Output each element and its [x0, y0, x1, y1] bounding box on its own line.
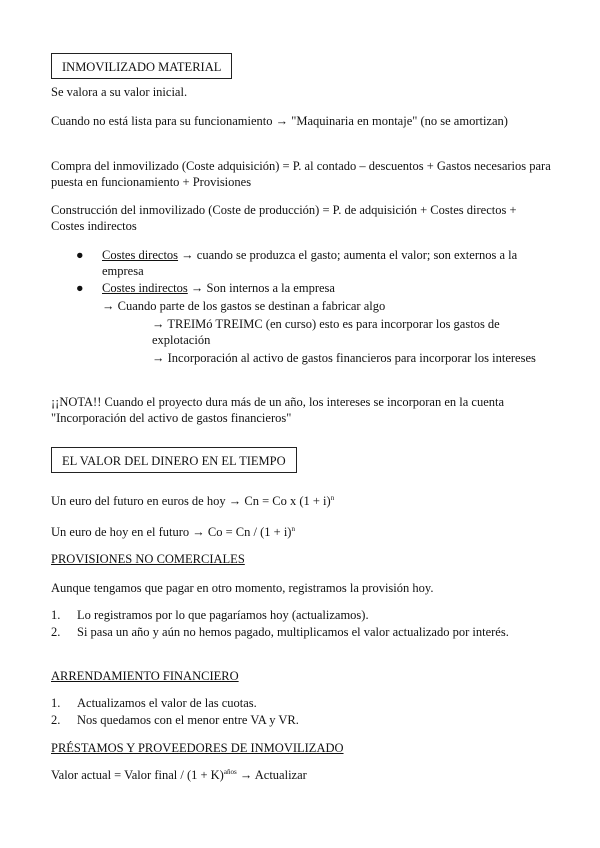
section-title-prestamos: PRÉSTAMOS Y PROVEEDORES DE INMOVILIZADO [51, 741, 344, 755]
sub-item-gastos-financieros: → Incorporación al activo de gastos financieros para incorporar los intereses [152, 351, 536, 365]
section-title-inmovilizado: INMOVILIZADO MATERIAL [51, 53, 232, 79]
section-title-arrendamiento: ARRENDAMIENTO FINANCIERO [51, 669, 239, 683]
sub-item-treim: → TREIMó TREIMC (en curso) esto es para incorporar los gastos de explotación [152, 317, 500, 347]
bullet-text: → Son internos a la empresa [187, 281, 335, 295]
paragraph-compra-inmovilizado: Compra del inmovilizado (Coste adquisición) = P. al contado – descuentos + Gastos necesarios para puesta en funcionamiento + Provisiones [51, 159, 551, 189]
section-title-dinero: EL VALOR DEL DINERO EN EL TIEMPO [51, 447, 297, 473]
section-title-provisiones: PROVISIONES NO COMERCIALES [51, 552, 245, 566]
paragraph-construccion-inmovilizado: Construcción del inmovilizado (Coste de producción) = P. de adquisición + Costes directos + Costes indirectos [51, 203, 517, 233]
sub-item-fabricar: → Cuando parte de los gastos se destinan a fabricar algo [102, 299, 386, 313]
paragraph-nota: ¡¡NOTA!! Cuando el proyecto dura más de un año, los intereses se incorporan en la cuenta "Incorporación del activo de gastos financieros" [51, 395, 505, 425]
term-costes-indirectos: Costes indirectos [102, 281, 188, 295]
formula-valor-actual: Valor actual = Valor final / $(1 + K)^{años}$ → Actualizar [51, 767, 307, 782]
paragraph-maquinaria-montaje: Cuando no está lista para su funcionamiento → "Maquinaria en montaje" (no se amortizan) [51, 114, 508, 128]
bullet-dot: ● [76, 248, 84, 262]
formula-hoy-futuro: Un euro de hoy en el futuro → $Co = Cn / (1 + i)^n$ [51, 524, 295, 539]
exponent: n [330, 493, 335, 502]
bullet-dot: ● [76, 281, 84, 295]
bullet-text: → cuando se produzca el gasto; aumenta el valor; son externos a la empresa [102, 248, 518, 278]
exponent: años [223, 767, 237, 776]
paragraph-provisiones-intro: Aunque tengamos que pagar en otro momento, registramos la provisión hoy. [51, 581, 434, 595]
exponent: n [291, 524, 295, 533]
formula-futuro-hoy: Un euro del futuro en euros de hoy → Cn = Co x $(1 + i)^n$ [51, 493, 335, 508]
paragraph-valor-inicial: Se valora a su valor inicial. [51, 85, 188, 99]
document-page: INMOVILIZADO MATERIAL Se valora a su valor inicial. Cuando no está lista para su funcionamiento → "Maquinaria en montaje" (no se amortizan) Compra del inmovilizado (Coste adquisición) = P. al contado – descuentos + Gastos necesarios para puesta en funcionamiento + Provisiones Construcción del inmovilizado (Coste de producción) = P. de adquisición + Costes directos + Costes indirectos ● Costes directos → cuando se produzca el gasto; aumenta el valor; son externos a la empresa ● Costes indirectos → Son internos a la empresa → Cuando parte de los gastos se destinan a fabricar algo → TREIMó TREIMC (en curso) esto es para incorporar los gastos de explotación → Incorporación al activo de gastos financieros para incorporar los intereses ¡¡NOTA!! Cuando el proyecto dura más de un año, los intereses se incorporan en la cuenta "Incorporación del activo de gastos financieros" EL VALOR DEL DINERO EN EL TIEMPO Un euro del futuro en euros de hoy → Cn = Co x $(1 + i)^n$ Un euro de hoy en el futuro → $Co = Cn / (1 + i)^n$ PROVISIONES NO COMERCIALES Aunque tengamos que pagar en otro momento, registramos la provisión hoy. 1. Lo registramos por lo que pagaríamos hoy (actualizamos). 2. Si pasa un año y aún no hemos pagado, multiplicamos el valor actualizado por interés. ARRENDAMIENTO FINANCIERO 1. Actualizamos el valor de las cuotas. 2. Nos quedamos con el menor entre VA y VR. PRÉSTAMOS Y PROVEEDORES DE INMOVILIZADO Valor actual = Valor final / $(1 + K)^{años}$ → Actualizar [0, 0, 600, 848]
term-costes-directos: Costes directos [102, 248, 179, 262]
